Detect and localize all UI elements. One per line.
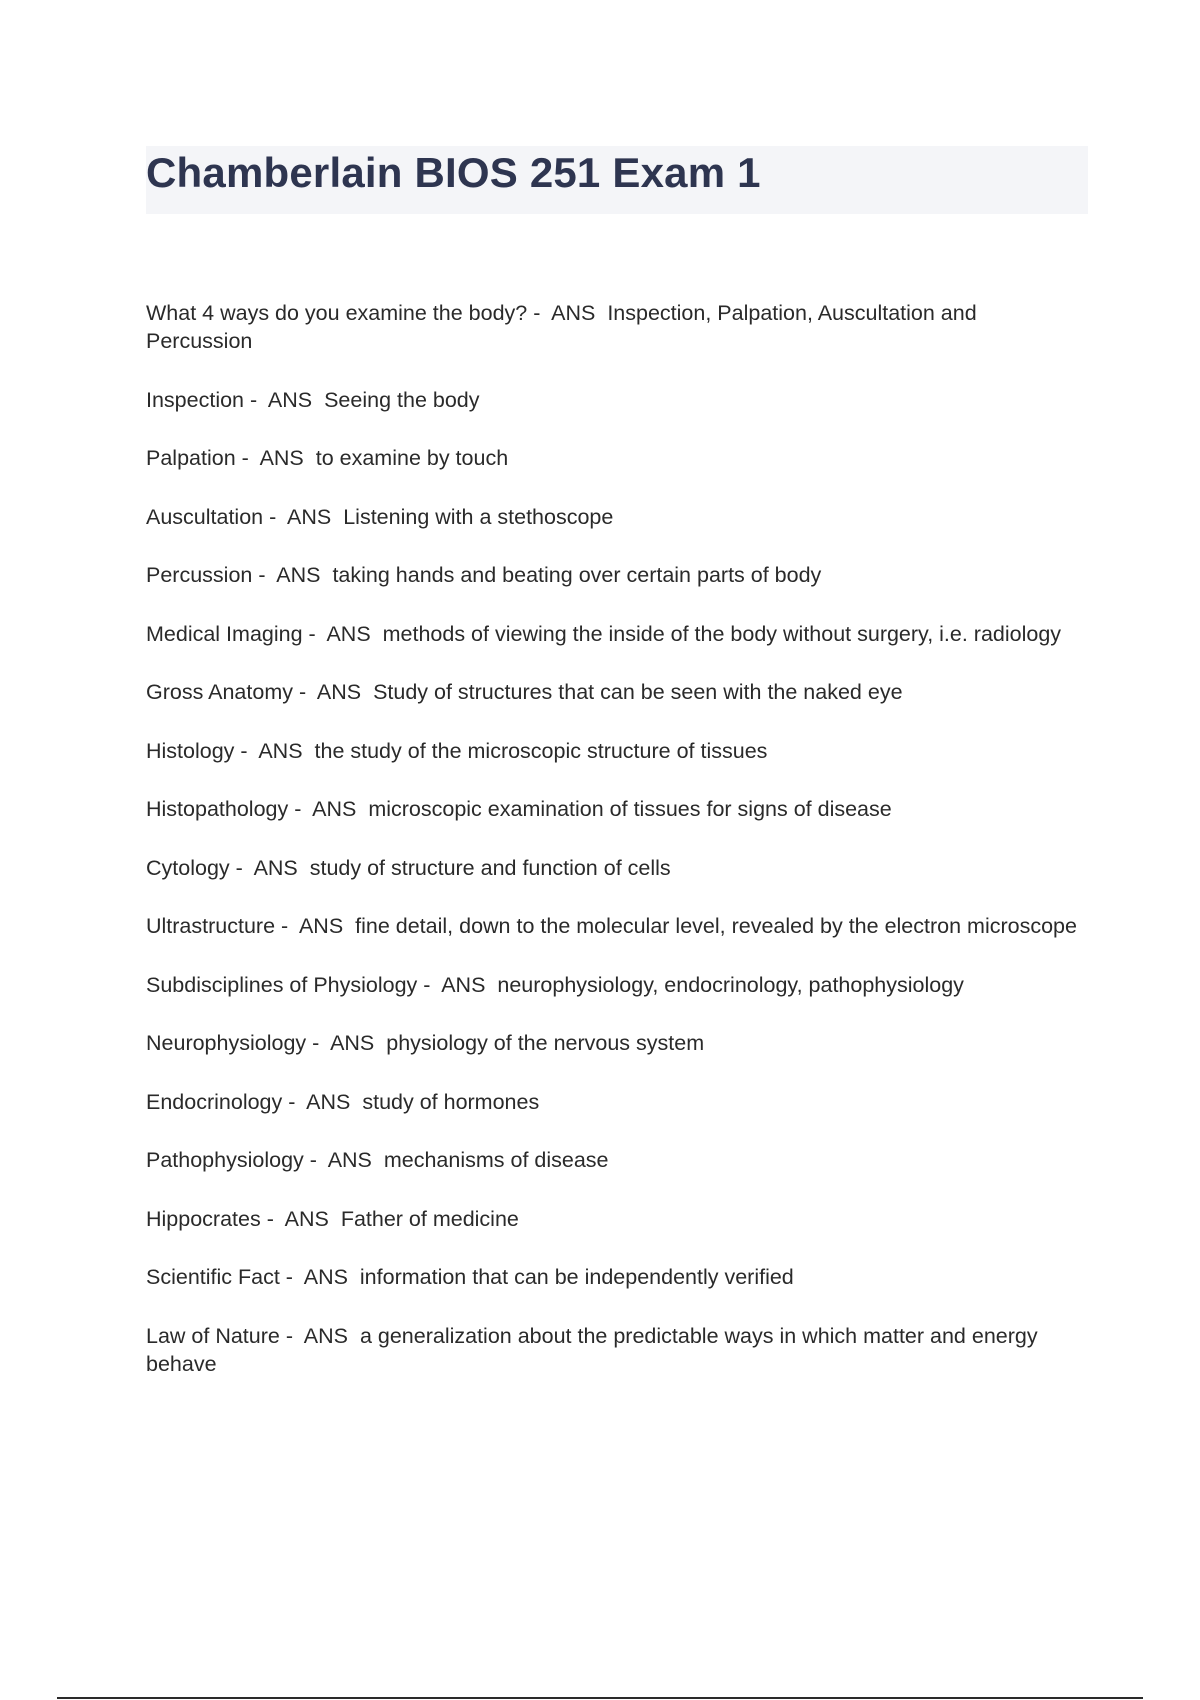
qa-answer-marker: ANS bbox=[327, 1148, 372, 1172]
qa-entry bbox=[146, 1263, 1086, 1291]
qa-term: Inspection bbox=[146, 387, 245, 412]
qa-separator: - bbox=[306, 1031, 331, 1055]
qa-separator: - bbox=[303, 1148, 328, 1172]
qa-separator: - bbox=[229, 855, 254, 880]
qa-answer-marker: ANS bbox=[316, 680, 362, 704]
qa-entry bbox=[146, 1088, 1086, 1116]
qa-separator: - bbox=[263, 504, 288, 529]
qa-entry bbox=[146, 386, 1086, 414]
qa-entry bbox=[146, 795, 1086, 823]
qa-term: Palpation bbox=[146, 446, 236, 470]
qa-answer-marker: ANS bbox=[287, 504, 332, 529]
qa-answer-marker: ANS bbox=[259, 446, 304, 470]
qa-term: Endocrinology bbox=[146, 1089, 283, 1114]
qa-answer-marker: ANS bbox=[258, 738, 303, 763]
qa-term: Auscultation bbox=[146, 504, 264, 529]
qa-answer-marker: ANS bbox=[267, 387, 313, 412]
qa-separator: - bbox=[252, 563, 277, 587]
qa-entry bbox=[146, 1146, 1086, 1174]
qa-answer: physiology of the nervous system bbox=[386, 1031, 705, 1055]
qa-entry bbox=[146, 1205, 1086, 1233]
qa-term: Neurophysiology bbox=[146, 1031, 307, 1055]
qa-separator: - bbox=[288, 797, 313, 821]
qa-term: Percussion bbox=[146, 563, 253, 587]
qa-answer: study of hormones bbox=[362, 1089, 540, 1114]
qa-term: Pathophysiology bbox=[146, 1148, 304, 1172]
qa-term: Hippocrates bbox=[146, 1206, 261, 1231]
qa-separator: - bbox=[302, 621, 327, 646]
qa-answer-marker: ANS bbox=[312, 797, 357, 821]
qa-answer: Father of medicine bbox=[340, 1206, 519, 1231]
qa-answer: mechanisms of disease bbox=[383, 1148, 609, 1172]
qa-answer: neurophysiology, endocrinology, pathophysiology bbox=[497, 972, 964, 997]
qa-answer-marker: ANS bbox=[306, 1089, 351, 1114]
qa-term: Ultrastructure bbox=[146, 914, 276, 938]
qa-answer-marker: ANS bbox=[284, 1206, 329, 1231]
qa-term: What 4 ways do you examine the body? bbox=[146, 301, 528, 325]
qa-separator: - bbox=[279, 1265, 304, 1289]
qa-separator: - bbox=[234, 738, 259, 763]
qa-entry bbox=[146, 299, 1086, 355]
qa-separator: - bbox=[292, 680, 317, 704]
qa-separator: - bbox=[282, 1089, 307, 1114]
qa-answer-marker: ANS bbox=[276, 563, 321, 587]
qa-answer: study of structure and function of cells bbox=[309, 855, 671, 880]
qa-term: Law of Nature bbox=[146, 1323, 280, 1348]
qa-answer: taking hands and beating over certain parts of body bbox=[332, 563, 822, 587]
qa-answer-marker: ANS bbox=[330, 1031, 375, 1055]
qa-answer: methods of viewing the inside of the body without surgery, i.e. radiology bbox=[382, 621, 1062, 646]
qa-separator: - bbox=[527, 301, 552, 325]
qa-answer: fine detail, down to the molecular level, revealed by the electron microscope bbox=[355, 914, 1077, 938]
qa-separator: - bbox=[260, 1206, 285, 1231]
qa-term: Medical Imaging bbox=[146, 621, 303, 646]
qa-entry bbox=[146, 854, 1086, 882]
qa-entry bbox=[146, 444, 1086, 472]
qa-separator: - bbox=[417, 972, 442, 997]
qa-answer-marker: ANS bbox=[441, 972, 486, 997]
qa-answer: Seeing the body bbox=[324, 387, 480, 412]
qa-entry bbox=[146, 1322, 1086, 1378]
qa-separator: - bbox=[275, 914, 299, 938]
qa-answer: Inspection, Palpation, Auscultation and Percussion bbox=[146, 301, 983, 353]
qa-entry bbox=[146, 561, 1086, 589]
qa-answer: the study of the microscopic structure of tissues bbox=[314, 738, 768, 763]
qa-term: Cytology bbox=[146, 855, 230, 880]
qa-separator: - bbox=[244, 387, 268, 412]
qa-answer: to examine by touch bbox=[315, 446, 509, 470]
qa-answer-marker: ANS bbox=[303, 1265, 348, 1289]
qa-entry bbox=[146, 678, 1086, 706]
qa-answer-marker: ANS bbox=[303, 1323, 348, 1348]
qa-separator: - bbox=[235, 446, 260, 470]
document-title: Chamberlain BIOS 251 Exam 1 bbox=[146, 149, 761, 196]
qa-entry bbox=[146, 620, 1086, 648]
qa-list bbox=[146, 299, 1086, 1408]
qa-answer: Listening with a stethoscope bbox=[343, 504, 614, 529]
qa-entry bbox=[146, 737, 1086, 765]
qa-answer-marker: ANS bbox=[253, 855, 298, 880]
qa-term: Subdisciplines of Physiology bbox=[146, 972, 418, 997]
qa-term: Histopathology bbox=[146, 797, 289, 821]
qa-entry bbox=[146, 503, 1086, 531]
qa-entry bbox=[146, 971, 1086, 999]
qa-answer: Study of structures that can be seen with the naked eye bbox=[373, 680, 903, 704]
footer-rule bbox=[57, 1697, 1143, 1699]
qa-term: Gross Anatomy bbox=[146, 680, 293, 704]
qa-answer-marker: ANS bbox=[326, 621, 371, 646]
qa-entry bbox=[146, 912, 1086, 940]
qa-separator: - bbox=[279, 1323, 304, 1348]
qa-answer: microscopic examination of tissues for signs of disease bbox=[368, 797, 892, 821]
qa-entry bbox=[146, 1029, 1086, 1057]
qa-answer: a generalization about the predictable ways in which matter and energy behave bbox=[146, 1323, 1044, 1376]
qa-answer: information that can be independently verified bbox=[359, 1265, 794, 1289]
qa-term: Histology bbox=[146, 738, 235, 763]
qa-answer-marker: ANS bbox=[298, 914, 344, 938]
qa-answer-marker: ANS bbox=[551, 301, 596, 325]
qa-term: Scientific Fact bbox=[146, 1265, 280, 1289]
